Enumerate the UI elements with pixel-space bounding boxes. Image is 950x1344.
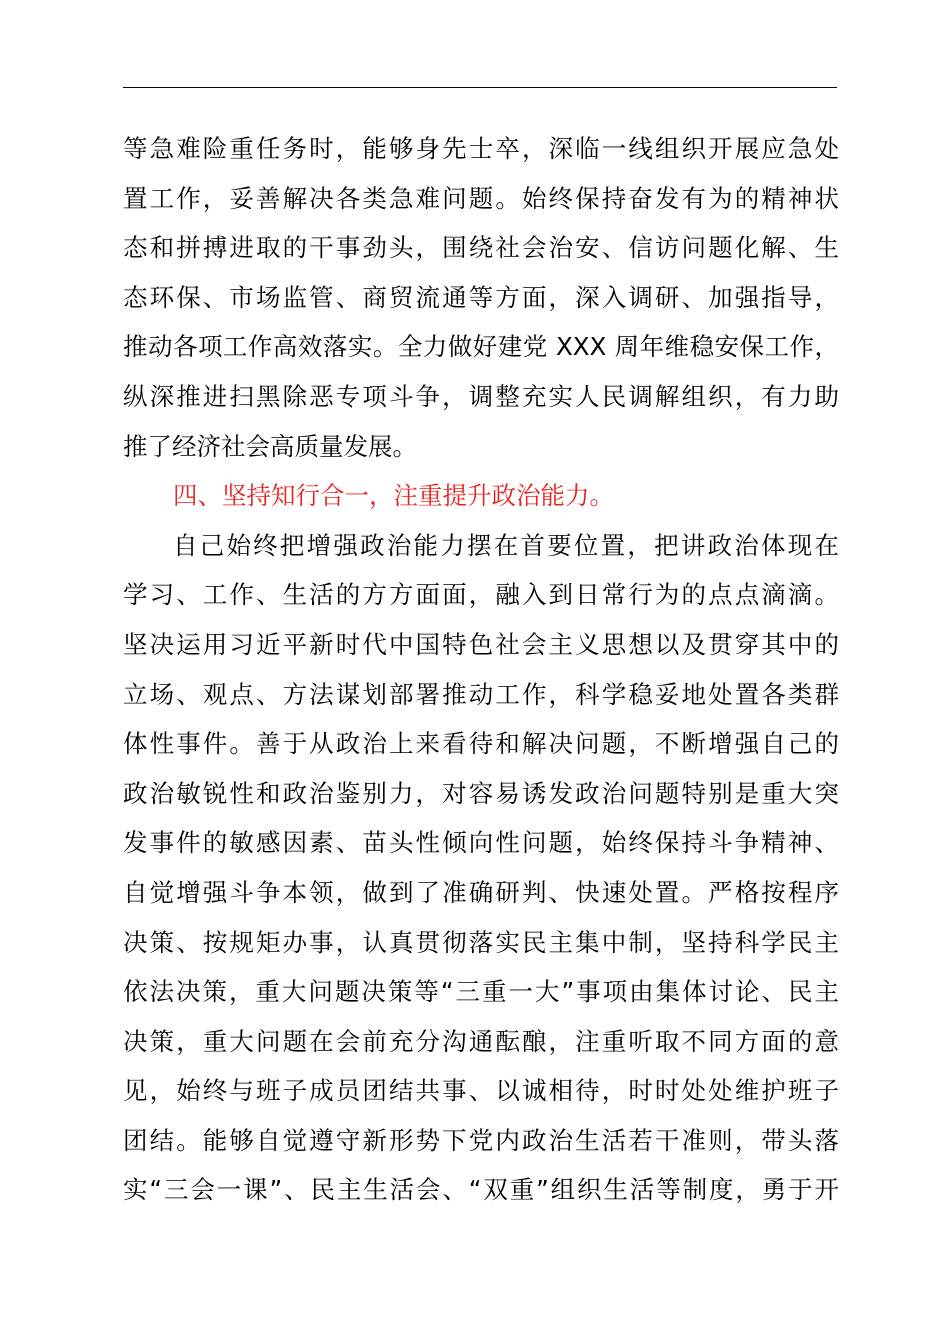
body-line: 决策、按规矩办事，认真贯彻落实民主集中制，坚持科学民主: [123, 927, 839, 957]
body-line: 体性事件。善于从政治上来看待和解决问题，不断增强自己的: [123, 729, 839, 759]
body-line: 学习、工作、生活的方方面面，融入到日常行为的点点滴滴。: [123, 580, 839, 610]
body-line: 态环保、市场监管、商贸流通等方面，深入调研、加强指导，: [123, 282, 839, 312]
body-line: 推动各项工作高效落实。全力做好建党 XXX 周年维稳安保工作，: [123, 332, 839, 362]
document-body: [123, 124, 839, 1215]
body-line: 态和拼搏进取的干事劲头，围绕社会治安、信访问题化解、生: [123, 233, 839, 263]
header-rule: [123, 87, 837, 88]
body-line: 团结。能够自觉遵守新形势下党内政治生活若干准则，带头落: [123, 1125, 839, 1155]
body-line: 纵深推进扫黑除恶专项斗争，调整充实人民调解组织，有力助: [123, 381, 839, 411]
body-line: 依法决策，重大问题决策等“三重一大”事项由集体讨论、民主: [123, 977, 839, 1007]
body-line: 决策，重大问题在会前充分沟通酝酿，注重听取不同方面的意: [123, 1026, 839, 1056]
body-line: 坚决运用习近平新时代中国特色社会主义思想以及贯穿其中的: [123, 629, 839, 659]
body-line: 实“三会一课”、民主生活会、“双重”组织生活等制度，勇于开: [123, 1175, 839, 1205]
body-line: 等急难险重任务时，能够身先士卒，深临一线组织开展应急处: [123, 134, 839, 163]
body-line: 置工作，妥善解决各类急难问题。始终保持奋发有为的精神状: [123, 183, 839, 213]
body-line: 立场、观点、方法谋划部署推动工作，科学稳妥地处置各类群: [123, 679, 839, 709]
body-line: 推了经济社会高质量发展。: [123, 431, 417, 461]
body-line: 政治敏锐性和政治鉴别力，对容易诱发政治问题特别是重大突: [123, 778, 839, 808]
body-line: 发事件的敏感因素、苗头性倾向性问题，始终保持斗争精神、: [123, 828, 839, 858]
body-line: 见，始终与班子成员团结共事、以诚相待，时时处处维护班子: [123, 1076, 839, 1106]
section-heading: 四、坚持知行合一，注重提升政治能力。: [173, 481, 614, 511]
body-line: 自己始终把增强政治能力摆在首要位置，把讲政治体现在: [173, 530, 839, 560]
body-line: 自觉增强斗争本领，做到了准确研判、快速处置。严格按程序: [123, 877, 839, 907]
